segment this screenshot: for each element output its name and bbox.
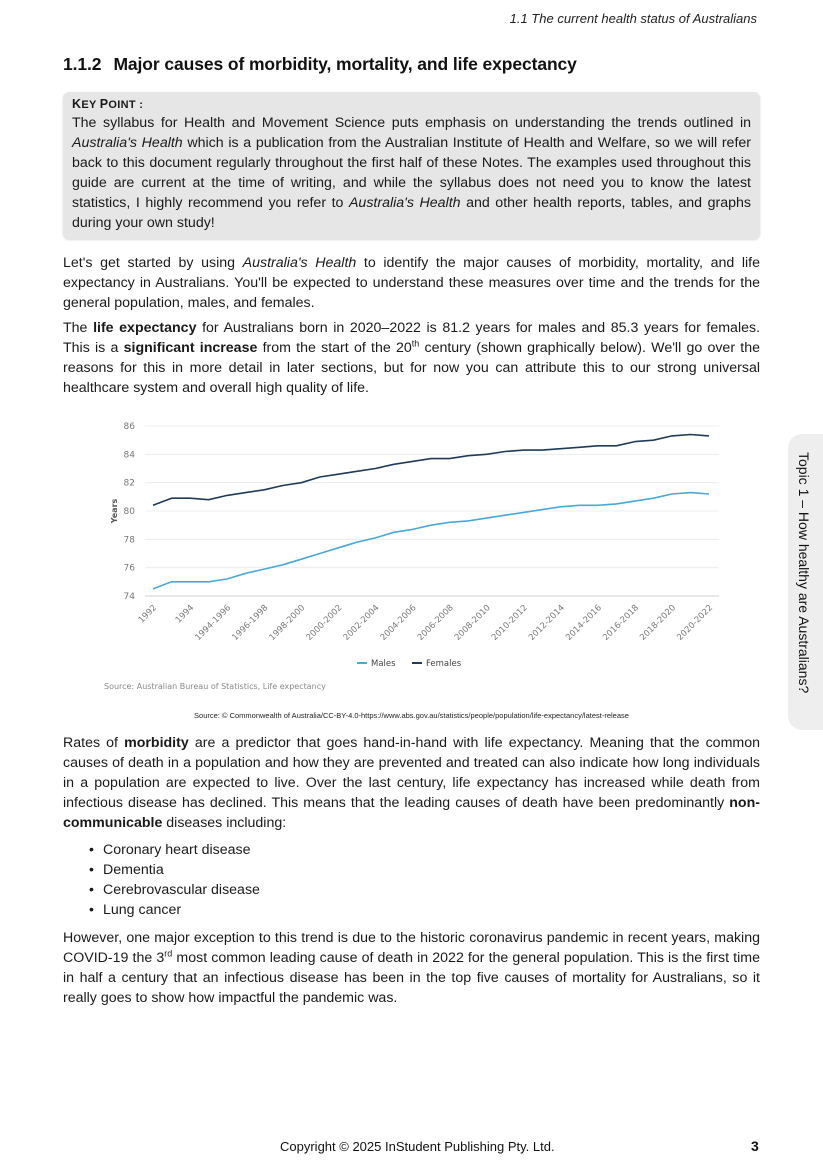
x-tick-label: 2016-2018 [601, 603, 641, 643]
x-tick-label: 1998-2000 [267, 603, 308, 643]
y-tick-label: 80 [123, 507, 135, 517]
x-tick-label: 2018-2020 [638, 603, 679, 643]
y-tick-label: 78 [123, 535, 135, 546]
legend-label: Males [371, 659, 396, 669]
x-tick-label: 1994-1996 [193, 603, 234, 643]
key-point-box [63, 92, 760, 239]
y-tick-label: 84 [123, 450, 135, 461]
chart-source-note: Source: Australian Bureau of Statistics, Life expectancy [104, 682, 326, 691]
intro-paragraph: Let's get started by using Australia's Health to identify the major causes of morbidity, mortality, and life expectancy in Australians. You'll be expected to understand these measures over time and the trends for the general population, males, and females. [63, 255, 761, 311]
x-tick-label: 2004-2006 [378, 603, 419, 643]
section-heading [63, 54, 577, 75]
side-tab-label: Topic 1 – How healthy are Australians? [796, 452, 812, 694]
y-tick-label: 74 [123, 592, 135, 602]
list-item: • Lung cancer [63, 900, 760, 920]
list-item: • Cerebrovascular disease [63, 880, 760, 900]
females-line [153, 435, 709, 506]
page-number: 3 [751, 1138, 759, 1154]
list-item: • Dementia [63, 860, 760, 880]
x-tick-label: 2000-2002 [304, 603, 345, 643]
line-chart [95, 412, 745, 712]
x-tick-label: 2020-2022 [675, 603, 716, 643]
topic-side-tab[interactable] [788, 434, 823, 730]
running-head: 1.1 The current health status of Australians [509, 11, 757, 26]
y-axis-label: Years [110, 498, 119, 524]
x-tick-label: 1992 [136, 603, 160, 626]
key-point-label: KEY POINT : [72, 97, 144, 111]
morbidity-paragraph: Rates of morbidity are a predictor that goes hand-in-hand with life expectancy. Meaning that the common causes of death in a population and how they are prevented and treated can also indicate how long individuals in a population are expected to live. Over the last century, life expectancy has increased while death from infectious disease has declined. This means that the leading causes of death have been predominantly non-communicable diseases including: [63, 735, 760, 831]
x-tick-label: 2006-2008 [415, 603, 456, 643]
chart-credit: Source: © Commonwealth of Australia/CC-BY-4.0-https://www.abs.gov.au/statistics/people/population/life-expectancy/latest-release [194, 711, 629, 720]
y-tick-label: 76 [123, 563, 135, 574]
y-tick-label: 82 [123, 478, 135, 489]
footer-copyright: Copyright © 2025 InStudent Publishing Pty. Ltd. [280, 1139, 555, 1154]
y-tick-label: 86 [123, 422, 135, 432]
causes-list [63, 840, 760, 920]
x-tick-label: 2010-2012 [489, 603, 530, 643]
x-tick-label: 2014-2016 [564, 603, 604, 643]
life-expectancy-paragraph: The life expectancy for Australians born in 2020–2022 is 81.2 years for males and 85.3 years for females. This is a significant increase from the start of the 20th century (shown graphically below). We'll go over the reasons for this in more detail in later sections, but for now you can attribute this to our strong universal healthcare system and overall high quality of life. [63, 320, 761, 396]
x-tick-label: 2012-2014 [527, 603, 567, 643]
section-title: Major causes of morbidity, mortality, and life expectancy [113, 54, 577, 74]
x-tick-label: 1996-1998 [230, 603, 271, 643]
x-tick-label: 2002-2004 [341, 603, 382, 643]
key-point-text: The syllabus for Health and Movement Science puts emphasis on understanding the trends outlined in Australia's Health which is a publication from the Australian Institute of Health and Welfare, so we will refer back to this document regularly throughout the first half of these Notes. The examples used throughout this guide are current at the time of writing, and while the syllabus does not need you to know the latest statistics, I highly recommend you refer to Australia's Health and other health reports, tables, and graphs during your own study! [72, 115, 751, 231]
section-number: 1.1.2 [63, 54, 102, 74]
legend-label: Females [426, 659, 462, 669]
covid-paragraph: However, one major exception to this trend is due to the historic coronavirus pandemic in recent years, making COVID-19 the 3rd most common leading cause of death in 2022 for the general population. This is the first time in half a century that an infectious disease has been in the top five causes of mortality for Australians, so it really goes to show how impactful the pandemic was. [63, 930, 760, 1006]
life-expectancy-chart [95, 412, 745, 712]
males-line [153, 493, 709, 589]
list-item: • Coronary heart disease [63, 840, 760, 860]
x-tick-label: 2008-2010 [452, 603, 493, 643]
x-tick-label: 1994 [173, 603, 197, 626]
